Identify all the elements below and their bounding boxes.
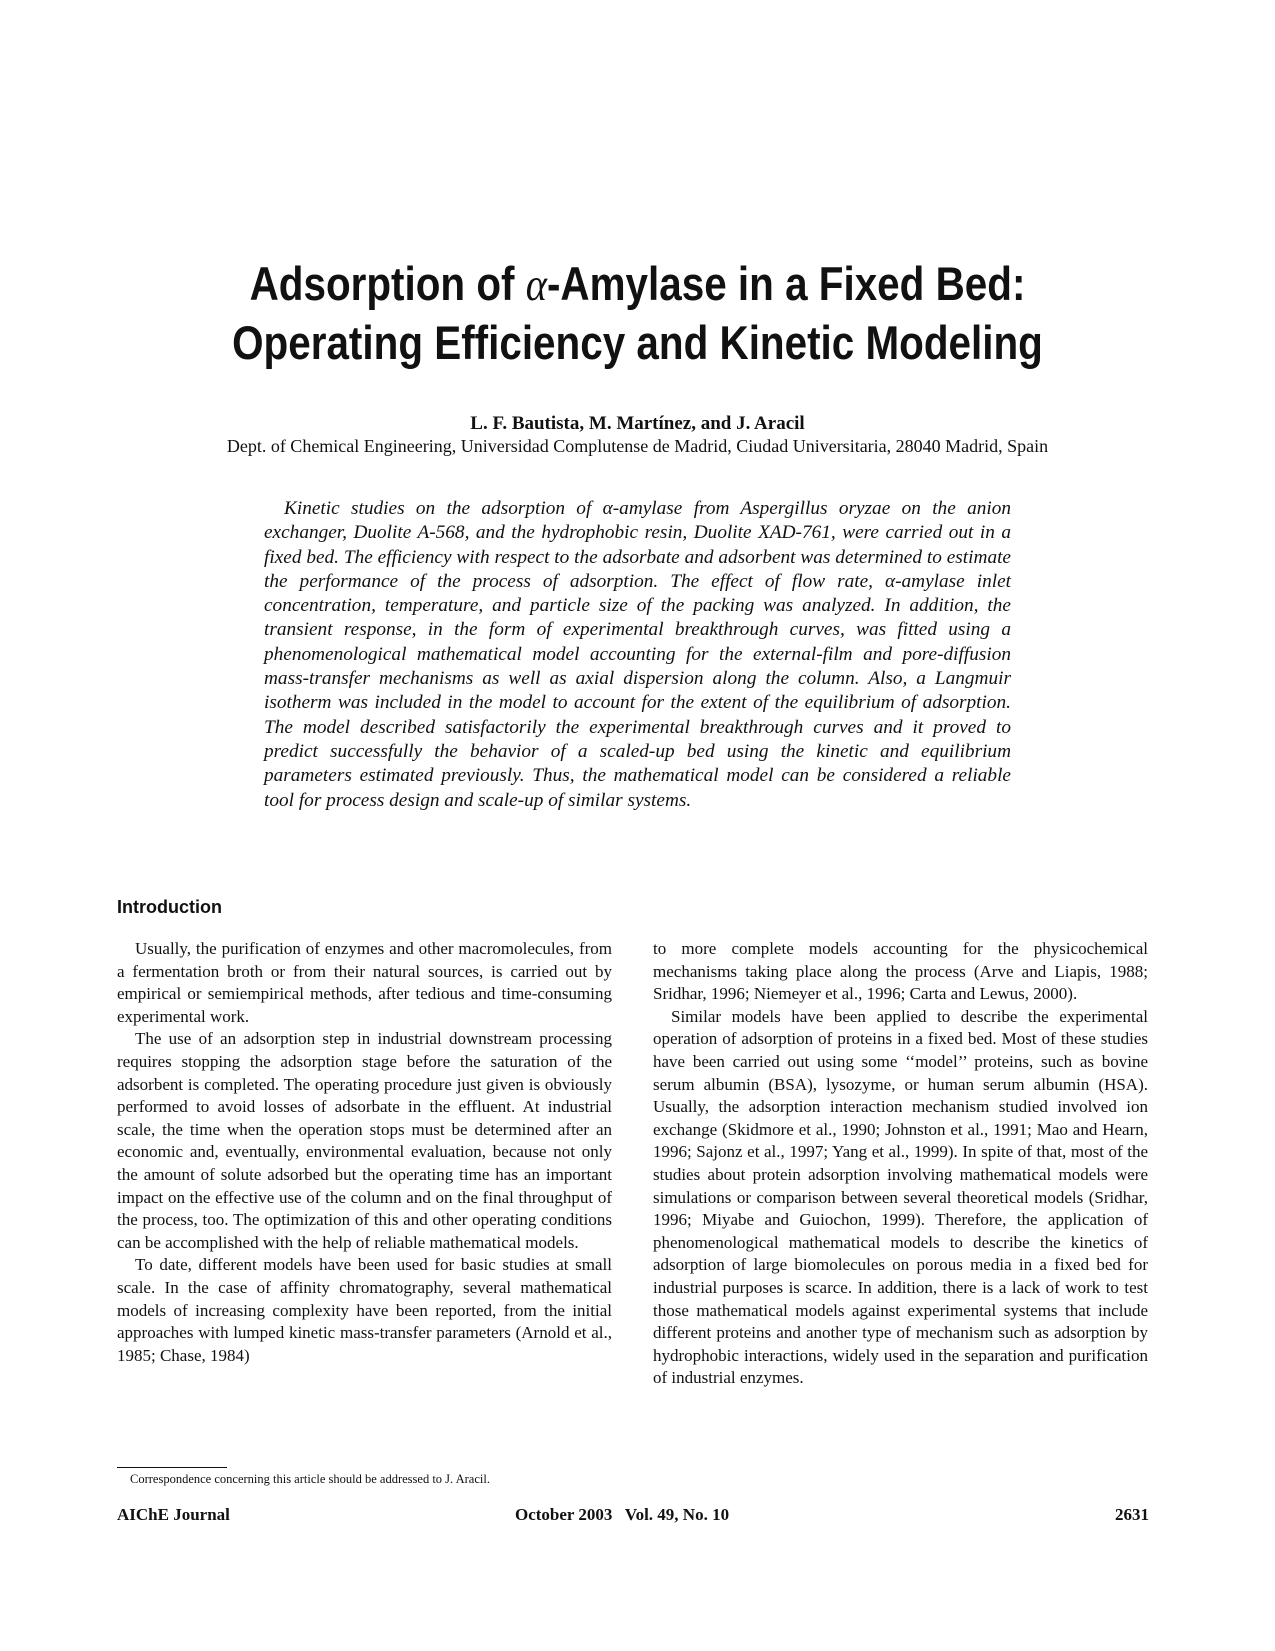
title-line1-post: -Amylase in a Fixed Bed:	[546, 257, 1026, 310]
footnote-rule	[117, 1467, 227, 1468]
affiliation: Dept. of Chemical Engineering, Universidad Complutense de Madrid, Ciudad Universitaria, 28040 Madrid, Spain	[226, 436, 1049, 456]
footer-page-number: 2631	[1115, 1505, 1149, 1524]
paragraph: To date, different models have been used for basic studies at small scale. In the case of affinity chromatography, several mathematical models of increasing complexity have been reported, from the initial approaches with lumped kinetic mass-transfer parameters (Arnold et al., 1985; Chase, 1984)	[117, 1255, 612, 1365]
title-alpha-symbol: α	[525, 259, 547, 311]
article-title	[89, 255, 1186, 372]
authors: L. F. Bautista, M. Martínez, and J. Aracil	[470, 413, 805, 434]
right-column	[653, 938, 1148, 1390]
title-line1-pre: Adsorption of	[249, 257, 526, 310]
paragraph: The use of an adsorption step in industrial downstream processing requires stopping the adsorption stage before the saturation of the adsorbent is completed. The operating procedure just given is obviously performed to avoid losses of adsorbate in the effluent. At industrial scale, the time when the operation stops must be determined after an economic and, eventually, environmental evaluation, because not only the amount of solute adsorbed but the operating time has an important impact on the effective use of the column and on the final throughput of the process, too. The optimization of this and other operating conditions can be accomplished with the help of reliable mathematical models.	[117, 1029, 612, 1252]
title-line2: Operating Efficiency and Kinetic Modeling	[232, 316, 1043, 369]
footer-journal: AIChE Journal	[117, 1505, 230, 1524]
paragraph: Similar models have been applied to describe the experimental operation of adsorption of proteins in a fixed bed. Most of these studies have been carried out using some ‘‘model’’ proteins, such as bovine serum albumin (BSA), lysozyme, or human serum albumin (HSA). Usually, the adsorption interaction mechanism studied involved ion exchange (Skidmore et al., 1990; Johnston et al., 1991; Mao and Hearn, 1996; Sajonz et al., 1997; Yang et al., 1999). In spite of that, most of the studies about protein adsorption involving mathematical models were simulations or comparison between several theoretical models (Sridhar, 1996; Miyabe and Guiochon, 1999). Therefore, the application of phenomenological mathematical models to describe the kinetics of adsorption of large biomolecules on porous media in a fixed bed for industrial purposes is scarce. In addition, there is a lack of work to test those mathematical models against experimental systems that include different proteins and another type of mechanism such as adsorption by hydrophobic interactions, widely used in the separation and purification of industrial enzymes.	[653, 1006, 1148, 1388]
paragraph-continuation: to more complete models accounting for the physicochemical mechanisms taking place along the process (Arve and Liapis, 1988; Sridhar, 1996; Niemeyer et al., 1996; Carta and Lewus, 2000).	[653, 939, 1148, 1004]
abstract: Kinetic studies on the adsorption of α-amylase from Aspergillus oryzae on the anion exchanger, Duolite A-568, and the hydrophobic resin, Duolite XAD-761, were carried out in a fixed bed. The efficiency with respect to the adsorbate and adsorbent was determined to estimate the performance of the process of adsorption. The effect of flow rate, α-amylase inlet concentration, temperature, and particle size of the packing was analyzed. In addition, the transient response, in the form of experimental breakthrough curves, was fitted using a phenomenological mathematical model accounting for the external-film and pore-diffusion mass-transfer mechanisms as well as axial dispersion along the column. Also, a Langmuir isotherm was included in the model to account for the extent of the equilibrium of adsorption. The model described satisfactorily the experimental breakthrough curves and it proved to predict successfully the behavior of a scaled-up bed using the kinetic and equilibrium parameters estimated previously. Thus, the mathematical model can be considered a reliable tool for process design and scale-up of similar systems.	[264, 498, 1011, 811]
paragraph: Usually, the purification of enzymes and other macromolecules, from a fermentation broth or from their natural sources, is carried out by empirical or semiempirical methods, after tedious and time-consuming experimental work.	[117, 939, 612, 1026]
left-column	[117, 938, 612, 1367]
section-heading-introduction: Introduction	[117, 897, 222, 917]
footnote: Correspondence concerning this article should be addressed to J. Aracil.	[130, 1472, 490, 1486]
footer-issue: October 2003 Vol. 49, No. 10	[515, 1505, 730, 1524]
